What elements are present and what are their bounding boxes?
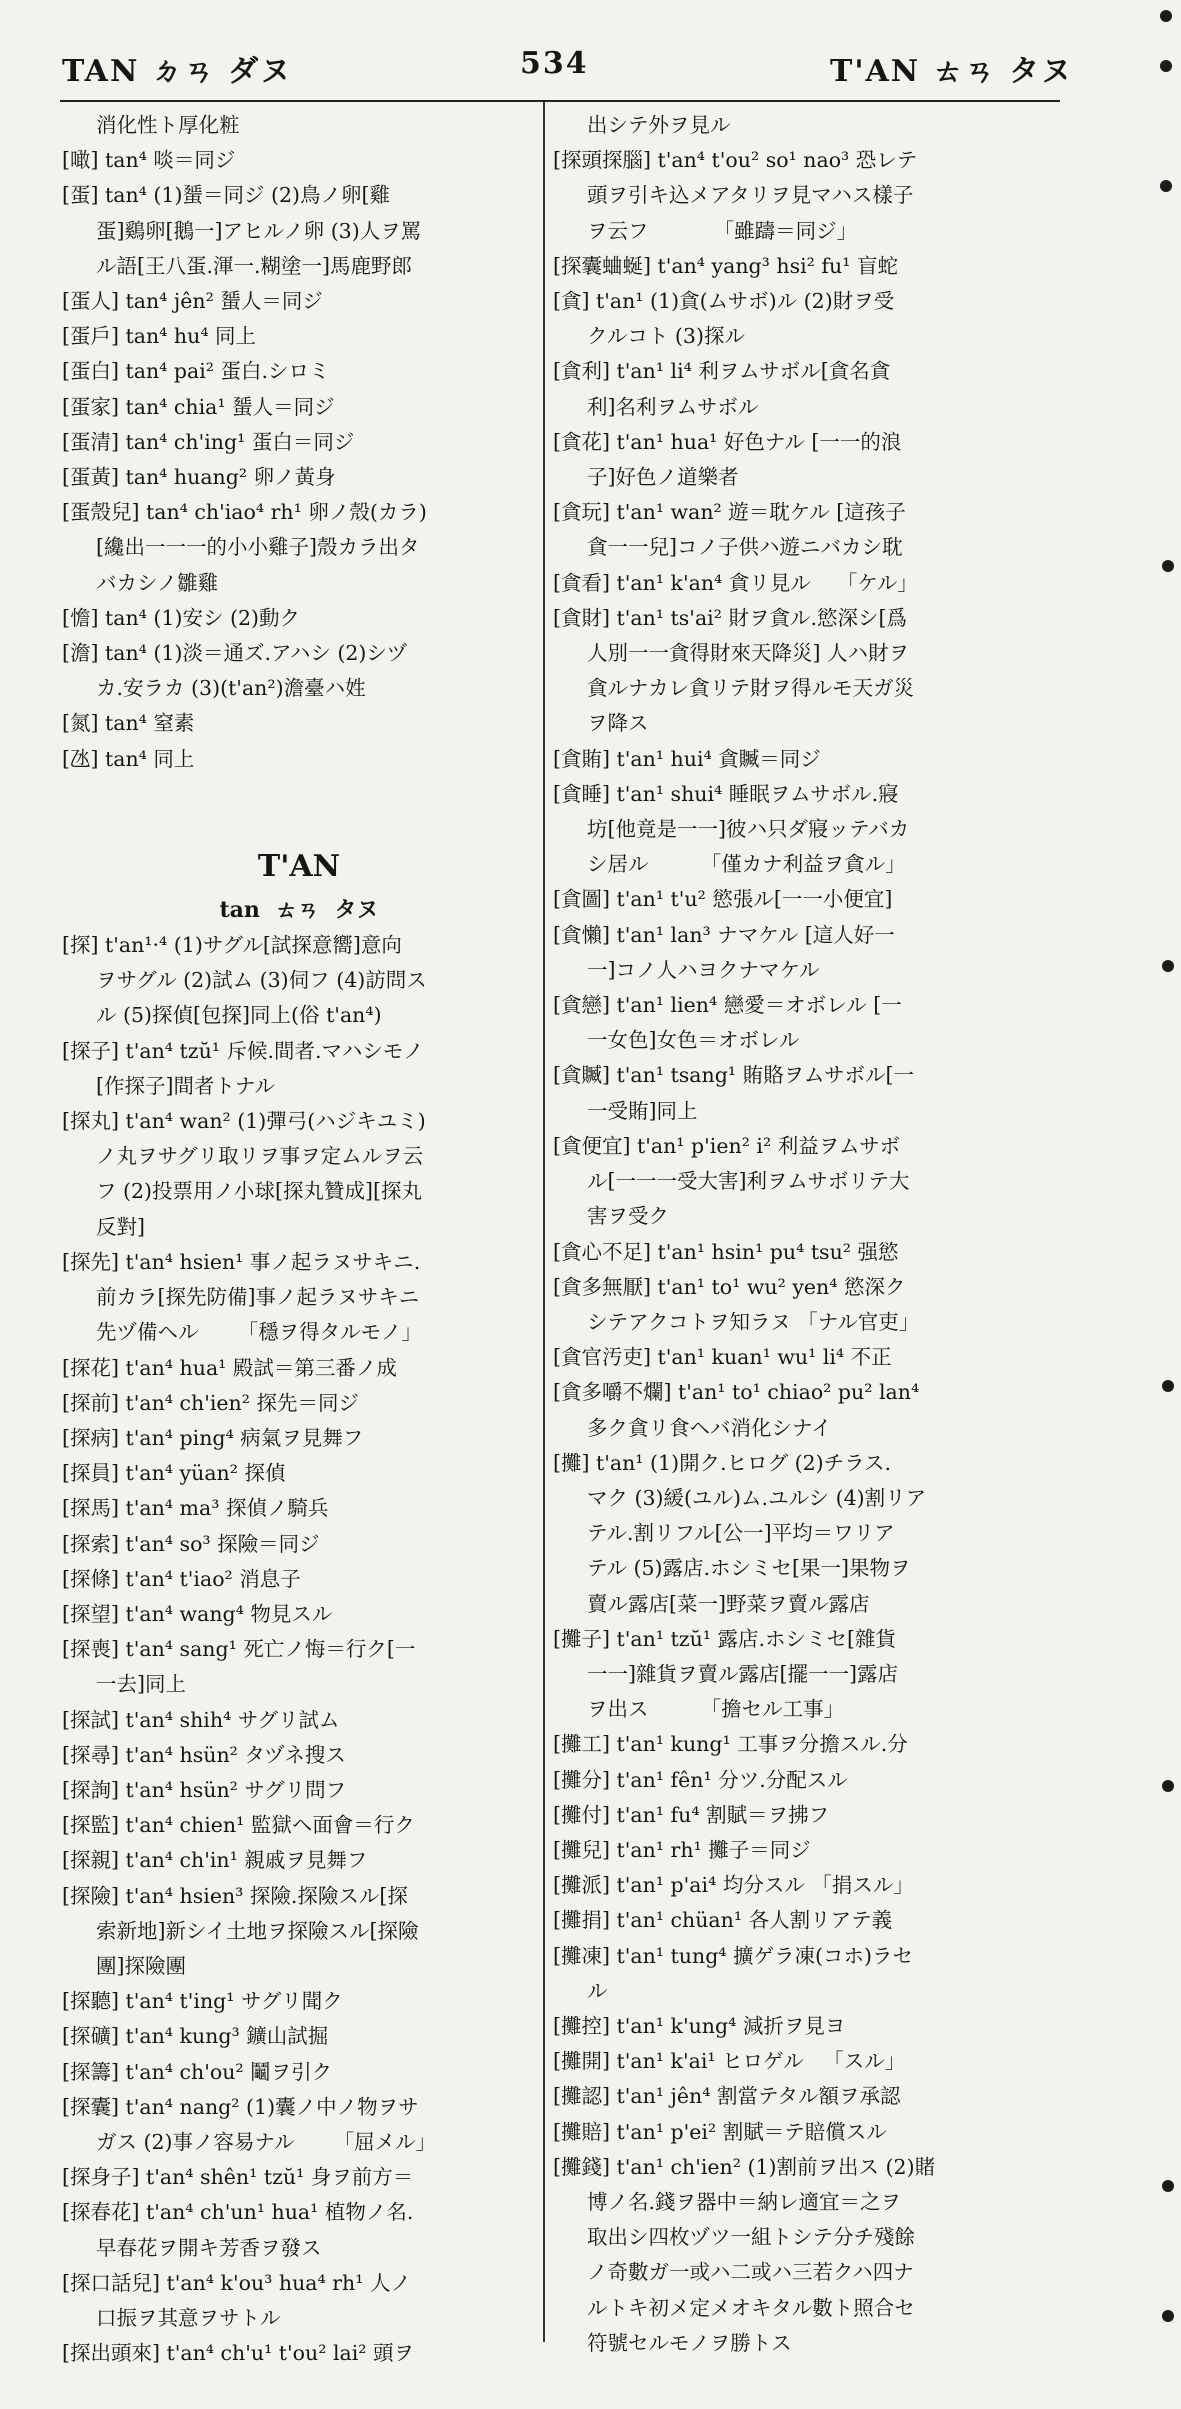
entry-line: 人別一一貪得財來天降災] 人ハ財ヲ xyxy=(587,641,910,666)
entry-line: [貪戀] t'an¹ lien⁴ 戀愛＝オボレル [一 xyxy=(553,993,902,1018)
entry-line: [貪懶] t'an¹ lan³ ナマケル [這人好一 xyxy=(553,922,895,947)
section-subheading: tan ㄊㄢ タヌ xyxy=(219,896,379,923)
column-divider xyxy=(543,102,545,2342)
entry-line: [噉] tan⁴ 啖＝同ジ xyxy=(62,148,236,173)
entry-line: 出シテ外ヲ見ル xyxy=(587,113,731,137)
entry-line: テル (5)露店.ホシミセ[果一]果物ヲ xyxy=(587,1556,911,1581)
entry-line: [探望] t'an⁴ wang⁴ 物見スル xyxy=(62,1601,333,1626)
header-left: TAN ㄉㄢ ダヌ xyxy=(62,54,293,89)
entry-line: ヲ出ス 「擔セル工事」 xyxy=(587,1697,845,1722)
entry-line: [探礦] t'an⁴ kung³ 鑛山試掘 xyxy=(62,2024,329,2049)
entry-line: バカシノ雛雞 xyxy=(96,570,219,595)
entry-line: [探詢] t'an⁴ hsün² サグリ問フ xyxy=(62,1777,347,1802)
entry-line: [探親] t'an⁴ ch'in¹ 親戚ヲ見舞フ xyxy=(62,1848,368,1873)
entry-line: [探] t'an¹·⁴ (1)サグル[試探意嚮]意向 xyxy=(62,933,402,958)
entry-line: [探喪] t'an⁴ sang¹ 死亡ノ悔＝行ク[一 xyxy=(62,1637,416,1662)
entry-line: [貪花] t'an¹ hua¹ 好色ナル [一一的浪 xyxy=(553,429,902,454)
entry-line: 一女色]女色＝オボレル xyxy=(587,1028,800,1053)
entry-line: [貪賄] t'an¹ hui⁴ 貪贓＝同ジ xyxy=(553,746,821,771)
entry-line: [探口話兒] t'an⁴ k'ou³ hua⁴ rh¹ 人ノ xyxy=(62,2270,411,2295)
entry-line: [蛋人] tan⁴ jên² 蜑人＝同ジ xyxy=(62,289,323,314)
entry-line: ル xyxy=(587,1978,608,2003)
entry-line: [攤捐] t'an¹ chüan¹ 各人割リアテ義 xyxy=(553,1908,893,1933)
entry-line: [攤子] t'an¹ tzŭ¹ 露店.ホシミセ[雜貨 xyxy=(553,1626,897,1651)
entry-line: [貪玩] t'an¹ wan² 遊＝耽ケル [這孩子 xyxy=(553,500,906,525)
entry-line: [探聽] t'an⁴ t'ing¹ サグリ聞ク xyxy=(62,1989,343,2014)
entry-line: [憺] tan⁴ (1)安シ (2)動ク xyxy=(62,605,301,630)
entry-line: 反對] xyxy=(96,1214,145,1239)
entry-line: [探囊] t'an⁴ nang² (1)囊ノ中ノ物ヲサ xyxy=(62,2094,419,2119)
binding-dot xyxy=(1160,180,1172,192)
entry-line: [攤賠] t'an¹ p'ei² 割賦＝テ賠償スル xyxy=(553,2119,887,2144)
entry-line: 前カラ[探先防備]事ノ起ラヌサキニ xyxy=(96,1285,420,1310)
entry-line: [探子] t'an⁴ tzŭ¹ 斥候.間者.マハシモノ xyxy=(62,1038,424,1063)
binding-dot xyxy=(1160,60,1172,72)
entry-line: [貪] t'an¹ (1)貪(ムサボ)ル (2)財ヲ受 xyxy=(553,289,895,314)
entry-line: 利]名利ヲムサボル xyxy=(587,394,759,419)
entry-line: [探險] t'an⁴ hsien³ 探險.探險スル[探 xyxy=(62,1883,408,1908)
entry-line: ノ丸ヲサグリ取リヲ事ヲ定ムルヲ云 xyxy=(96,1144,424,1169)
entry-line: 子]好色ノ道樂者 xyxy=(587,465,739,490)
entry-line: ガス (2)事ノ容易ナル 「屈メル」 xyxy=(96,2129,437,2154)
binding-dot xyxy=(1160,10,1172,22)
entry-line: 早春花ヲ開キ芳香ヲ發ス xyxy=(96,2235,322,2260)
entry-line: ノ奇數ガ一或ハ二或ハ三若クハ四ナ xyxy=(587,2260,914,2285)
entry-line: 一]コノ人ハヨクナマケル xyxy=(587,957,820,982)
entry-line: [探花] t'an⁴ hua¹ 殿試＝第三番ノ成 xyxy=(62,1355,397,1380)
entry-line: [探前] t'an⁴ ch'ien² 探先＝同ジ xyxy=(62,1390,359,1415)
entry-line: 貪ルナカレ貪リテ財ヲ得ルモ天ガ災 xyxy=(587,676,915,701)
entry-line: [攤開] t'an¹ k'ai¹ ヒロゲル 「スル」 xyxy=(553,2049,906,2074)
entry-line: シ居ル 「僅カナ利益ヲ貪ル」 xyxy=(587,852,906,877)
entry-line: [攤分] t'an¹ fên¹ 分ツ.分配スル xyxy=(553,1767,848,1792)
entry-line: 害ヲ受ク xyxy=(587,1204,669,1229)
entry-line: [探囊蛐蜒] t'an⁴ yang³ hsi² fu¹ 盲蛇 xyxy=(553,253,898,278)
entry-line: [攤付] t'an¹ fu⁴ 割賦＝ヲ拂フ xyxy=(553,1802,830,1827)
binding-dot xyxy=(1162,960,1174,972)
entry-line: [攤凍] t'an¹ tung⁴ 擴ゲラ凍(コホ)ラセ xyxy=(553,1943,914,1968)
entry-line: [蛋白] tan⁴ pai² 蛋白.シロミ xyxy=(62,359,330,384)
entry-line: [貪圖] t'an¹ t'u² 慾張ル[一一小便宜] xyxy=(553,887,893,912)
entry-line: [探頭探腦] t'an⁴ t'ou² so¹ nao³ 恐レテ xyxy=(553,148,918,173)
page-number: 534 xyxy=(520,46,589,81)
entry-line: [探試] t'an⁴ shih⁴ サグリ試ム xyxy=(62,1707,340,1732)
entry-line: クルコト (3)探ル xyxy=(587,324,745,349)
entry-line: [攤兒] t'an¹ rh¹ 攤子＝同ジ xyxy=(553,1837,811,1862)
entry-line: [貪看] t'an¹ k'an⁴ 貪リ見ル 「ケル」 xyxy=(553,570,918,595)
entry-line: マク (3)緩(ユル)ム.ユルシ (4)割リア xyxy=(587,1485,927,1510)
entry-line: [貪多無厭] t'an¹ to¹ wu² yen⁴ 慾深ク xyxy=(553,1274,906,1299)
header-rule xyxy=(60,100,1060,102)
entry-line: [氹] tan⁴ 同上 xyxy=(62,746,195,771)
entry-line: フ (2)投票用ノ小球[探丸贊成][探丸 xyxy=(96,1179,423,1204)
entry-line: ヲサグル (2)試ム (3)伺フ (4)訪問ス xyxy=(96,968,427,993)
entry-line: 索新地]新シイ土地ヲ探險スル[探險 xyxy=(96,1918,419,1943)
entry-line: [作探子]間者トナル xyxy=(96,1073,275,1098)
entry-line: カ.安ラカ (3)(t'an²)澹臺ハ姓 xyxy=(96,676,366,701)
entry-line: [探出頭來] t'an⁴ ch'u¹ t'ou² lai² 頭ヲ xyxy=(62,2341,415,2366)
entry-line: [探籌] t'an⁴ ch'ou² 鬮ヲ引ク xyxy=(62,2059,333,2084)
binding-dot xyxy=(1162,1780,1174,1792)
entry-line: [探身子] t'an⁴ shên¹ tzŭ¹ 身ヲ前方＝ xyxy=(62,2165,414,2190)
entry-line: 博ノ名.錢ヲ器中＝納レ適宜＝之ヲ xyxy=(587,2189,902,2214)
entry-line: [探監] t'an⁴ chien¹ 監獄ヘ面會＝行ク xyxy=(62,1813,415,1838)
entry-line: ルトキ初メ定メオキタル數ト照合セ xyxy=(587,2295,915,2320)
entry-line: ル[一一一受大害]利ヲムサボリテ大 xyxy=(587,1169,910,1194)
entry-line: 消化性ト厚化粧 xyxy=(96,113,240,137)
entry-line: [探先] t'an⁴ hsien¹ 事ノ起ラヌサキニ. xyxy=(62,1249,421,1274)
entry-line: [探病] t'an⁴ ping⁴ 病氣ヲ見舞フ xyxy=(62,1425,364,1450)
entry-line: [蛋戶] tan⁴ hu⁴ 同上 xyxy=(62,324,257,349)
entry-line: [貪利] t'an¹ li⁴ 利ヲムサボル[貪名貪 xyxy=(553,359,891,384)
entry-line: 多ク貪リ食ヘバ消化シナイ xyxy=(587,1415,832,1440)
entry-line: [蛋黃] tan⁴ huang² 卵ノ黃身 xyxy=(62,465,336,490)
header-right: T'AN ㄊㄢ タヌ xyxy=(830,54,1074,89)
entry-line: [攤派] t'an¹ p'ai⁴ 均分スル 「捐スル」 xyxy=(553,1873,914,1898)
entry-line: [探索] t'an⁴ so³ 探險＝同ジ xyxy=(62,1531,320,1556)
entry-line: [探條] t'an⁴ t'iao² 消息子 xyxy=(62,1566,301,1591)
entry-line: [探馬] t'an⁴ ma³ 探偵ノ騎兵 xyxy=(62,1496,329,1521)
spacer xyxy=(62,777,536,821)
binding-dot xyxy=(1162,560,1174,572)
left-column xyxy=(62,108,536,2371)
entry-line: [蛋殼兒] tan⁴ ch'iao⁴ rh¹ 卵ノ殼(カラ) xyxy=(62,500,427,525)
entry-line: [探尋] t'an⁴ hsün² タヅネ搜ス xyxy=(62,1742,346,1767)
entry-line: [探員] t'an⁴ yüan² 探偵 xyxy=(62,1461,286,1486)
entry-line: 團]探險團 xyxy=(96,1953,186,1978)
entry-line: [蛋] tan⁴ (1)蜑＝同ジ (2)鳥ノ卵[雞 xyxy=(62,183,390,208)
entry-line: ヲ降ス xyxy=(587,711,649,736)
entry-line: [蛋家] tan⁴ chia¹ 蜑人＝同ジ xyxy=(62,394,335,419)
binding-dot xyxy=(1162,1380,1174,1392)
entry-line: シテアクコトヲ知ラヌ 「ナル官吏」 xyxy=(587,1309,920,1334)
entry-line: 蛋]鷄卵[鵝一]アヒルノ卵 (3)人ヲ罵 xyxy=(96,218,422,243)
entry-line: [纔出一一一的小小雞子]殼カラ出タ xyxy=(96,535,420,560)
entry-line: [貪便宜] t'an¹ p'ien² i² 利益ヲムサボ xyxy=(553,1133,901,1158)
entry-line: [貪心不足] t'an¹ hsin¹ pu⁴ tsu² 强慾 xyxy=(553,1239,899,1264)
entry-line: [氮] tan⁴ 窒素 xyxy=(62,711,195,736)
entry-line: [貪官汚吏] t'an¹ kuan¹ wu¹ li⁴ 不正 xyxy=(553,1345,892,1370)
entry-line: 一去]同上 xyxy=(96,1672,186,1697)
right-column xyxy=(553,108,1053,2361)
entry-line: [貪財] t'an¹ ts'ai² 財ヲ貪ル.慾深シ[爲 xyxy=(553,605,907,630)
entry-line: 符號セルモノヲ勝トス xyxy=(587,2330,792,2355)
entry-line: ヲ云フ 「雖躊＝同ジ」 xyxy=(587,218,858,243)
entry-line: 先ヅ備ヘル 「穩ヲ得タルモノ」 xyxy=(96,1320,422,1345)
binding-dot xyxy=(1162,2310,1174,2322)
entry-line: テル.割リフル[公一]平均＝ワリア xyxy=(587,1521,895,1546)
entry-line: [澹] tan⁴ (1)淡＝通ズ.アハシ (2)シヅ xyxy=(62,641,408,666)
entry-line: 口振ヲ其意ヲサトル xyxy=(96,2305,281,2330)
entry-line: 坊[他竟是一一]彼ハ只ダ寢ッテバカ xyxy=(587,817,910,842)
entry-line: 賣ル露店[菜一]野菜ヲ賣ル露店 xyxy=(587,1591,870,1616)
entry-line: [貪多嚼不爛] t'an¹ to¹ chiao² pu² lan⁴ xyxy=(553,1380,920,1405)
entry-line: [貪贓] t'an¹ tsang¹ 賄賂ヲムサボル[一 xyxy=(553,1063,914,1088)
entry-line: [攤控] t'an¹ k'ung⁴ 減折ヲ見ヨ xyxy=(553,2013,846,2038)
entry-line: [攤錢] t'an¹ ch'ien² (1)割前ヲ出ス (2)賭 xyxy=(553,2154,936,2179)
entry-line: [攤工] t'an¹ kung¹ 工事ヲ分擔スル.分 xyxy=(553,1732,908,1757)
entry-line: ル (5)探偵[包探]同上(俗 t'an⁴) xyxy=(96,1003,382,1028)
entry-line: [貪睡] t'an¹ shui⁴ 睡眠ヲムサボル.寢 xyxy=(553,781,899,806)
entry-line: [探丸] t'an⁴ wan² (1)彈弓(ハジキユミ) xyxy=(62,1109,426,1134)
entry-line: 一一]雜貨ヲ賣ル露店[擺一一]露店 xyxy=(587,1661,898,1686)
entry-line: [攤認] t'an¹ jên⁴ 割當テタル額ヲ承認 xyxy=(553,2084,901,2109)
entry-line: 頭ヲ引キ込メアタリヲ見マハス樣子 xyxy=(587,183,914,208)
binding-dot xyxy=(1162,2180,1174,2192)
entry-line: 貪一一兒]コノ子供ハ遊ニバカシ耽 xyxy=(587,535,903,560)
entry-line: [攤] t'an¹ (1)開ク.ヒログ (2)チラス. xyxy=(553,1450,892,1475)
entry-line: ル語[王八蛋.渾一.糊塗一]馬鹿野郎 xyxy=(96,253,413,278)
entry-line: [蛋清] tan⁴ ch'ing¹ 蛋白＝同ジ xyxy=(62,429,355,454)
entry-line: 一受賄]同上 xyxy=(587,1098,698,1123)
section-heading: T'AN xyxy=(257,848,341,884)
entry-line: 取出シ四枚ヅツ一組トシテ分チ殘餘 xyxy=(587,2225,915,2250)
entry-line: [探春花] t'an⁴ ch'un¹ hua¹ 植物ノ名. xyxy=(62,2200,414,2225)
